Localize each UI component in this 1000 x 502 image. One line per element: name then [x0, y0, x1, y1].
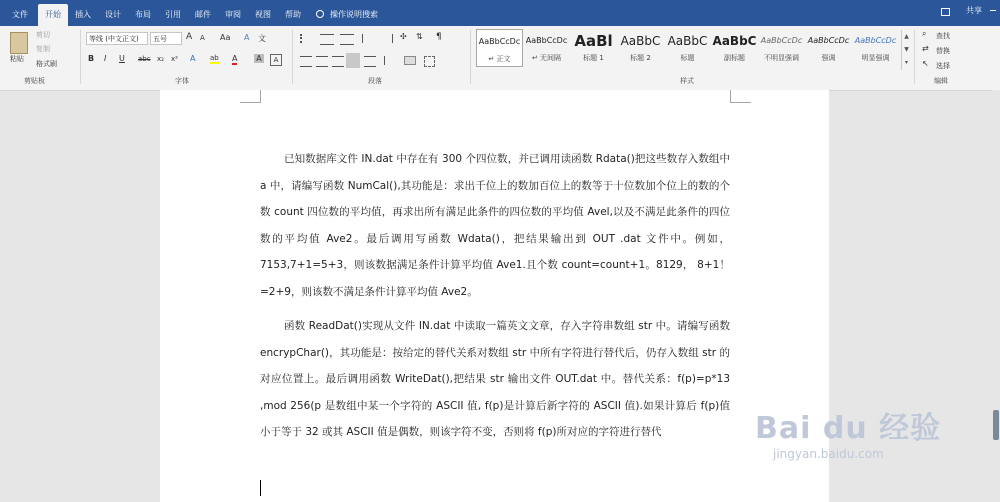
paste-button[interactable]: 粘贴 [10, 55, 24, 63]
style-normal[interactable]: AaBbCcDc ↵ 正文 [476, 29, 523, 67]
replace-icon: ⇄ [922, 44, 929, 53]
subscript-button[interactable]: x₂ [157, 55, 164, 63]
grow-font-button[interactable]: A [186, 32, 193, 42]
document-paragraph-2[interactable]: 函数 ReadDat()实现从文件 IN.dat 中读取一篇英文文章，存入字符串数组 str 中。请编写函数 encrypChar()，其功能是：按给定的替代关系对数组 str 中所有字符进行替代后，仍存入数组 str 的对应位置上。最后调用函数 WriteDat(),把结果 str 输出文件 OUT.dat 中。替代关系：f(p)=p*13 ,mod 256(p 是数组中某一个字符的 ASCII 值, f(p)是计算后新字符的 ASCII 值).如果计算后 f(p)值小于等于 32 或其 ASCII 值是偶数，则该字符不变，否则将 f(p)所对应的字符进行替代 [260, 320, 730, 438]
clear-format-button[interactable]: A [244, 33, 250, 42]
styles-scroll[interactable] [901, 30, 911, 70]
scrollbar-thumb[interactable] [993, 410, 999, 440]
style-title[interactable]: AaBbC 标题 [667, 34, 708, 62]
cut-button[interactable]: 剪切 [36, 31, 50, 39]
tab-layout[interactable]: 布局 [135, 10, 151, 19]
style-emphasis[interactable]: AaBbCcDc 强调 [807, 36, 850, 62]
shrink-font-button[interactable]: A [200, 34, 205, 42]
document-page[interactable] [160, 90, 829, 502]
group-divider [292, 30, 293, 84]
borders-icon[interactable] [424, 56, 435, 67]
tab-insert[interactable]: 插入 [75, 10, 91, 19]
underline-button[interactable]: U [119, 54, 125, 63]
search-icon: ⌕ [922, 29, 927, 38]
tab-references[interactable]: 引用 [165, 10, 181, 19]
format-painter-button[interactable]: 格式刷 [36, 60, 57, 68]
share-button[interactable]: 共享 [966, 6, 982, 15]
style-subtitle[interactable]: AaBbC 副标题 [712, 34, 757, 62]
tab-view[interactable]: 视图 [255, 10, 271, 19]
tell-me-search[interactable]: 操作说明搜索 [330, 10, 378, 19]
margin-mark-left [240, 90, 261, 103]
tab-mailings[interactable]: 邮件 [195, 10, 211, 19]
chinese-layout-icon[interactable]: ✣ [400, 32, 407, 41]
vertical-scrollbar[interactable] [992, 90, 1000, 502]
strikethrough-button[interactable]: abc [138, 55, 151, 63]
group-divider [80, 30, 81, 84]
editing-group-label: 编辑 [934, 77, 948, 85]
align-left-icon[interactable] [300, 56, 312, 67]
chevron-up-icon[interactable]: ▲ [904, 33, 909, 40]
bold-button[interactable]: B [88, 54, 95, 63]
font-group-label: 字体 [175, 77, 189, 85]
replace-button[interactable]: 替换 [936, 47, 950, 55]
watermark-brand: Bai du 经验 [755, 411, 942, 446]
superscript-button[interactable]: x² [171, 55, 178, 63]
select-icon: ↖ [922, 59, 929, 68]
ribbon-home [0, 26, 1000, 91]
numbering-icon[interactable] [320, 34, 334, 45]
wen-icon[interactable]: 文 [258, 34, 266, 43]
italic-button[interactable]: I [104, 54, 107, 63]
sort-icon[interactable]: ⇅ [416, 32, 423, 41]
font-name-select[interactable]: 等线 (中文正文) [86, 32, 148, 45]
margin-mark-right [730, 90, 751, 103]
watermark-url: jingyan.baidu.com [773, 447, 884, 461]
lightbulb-icon [316, 10, 324, 18]
multilevel-list-icon[interactable] [340, 34, 354, 45]
style-no-spacing[interactable]: AaBbCcDc ↵ 无间隔 [525, 36, 568, 62]
style-intense-emphasis[interactable]: AaBbCcDc 明显强调 [854, 36, 897, 62]
find-button[interactable]: 查找 [936, 32, 950, 40]
highlight-button[interactable]: ab [210, 54, 219, 62]
font-color-button[interactable]: A [232, 54, 238, 63]
chevron-down-icon[interactable]: ▼ [904, 46, 909, 53]
paragraph-group-label: 段落 [368, 77, 382, 85]
text-cursor [260, 480, 261, 496]
share-icon [941, 8, 950, 16]
font-size-select[interactable]: 五号 [150, 32, 182, 45]
copy-button[interactable]: 复制 [36, 45, 50, 53]
distributed-icon[interactable] [364, 56, 376, 67]
char-border-button[interactable]: A [270, 54, 282, 66]
tab-file[interactable]: 文件 [12, 10, 28, 19]
decrease-indent-icon[interactable] [362, 34, 375, 43]
line-spacing-icon[interactable] [384, 56, 397, 65]
ribbon-collapse-icon[interactable] [990, 10, 996, 11]
show-marks-icon[interactable]: ¶ [436, 32, 442, 42]
group-divider [914, 30, 915, 84]
tab-home[interactable]: 开始 [38, 4, 68, 26]
group-divider [470, 30, 471, 84]
clipboard-group-label: 剪贴板 [24, 77, 45, 85]
char-shading-button[interactable]: A [254, 54, 264, 63]
ribbon-tab-bar [0, 0, 1000, 26]
text-effects-button[interactable]: A [190, 54, 196, 63]
justify-button[interactable] [346, 53, 360, 68]
select-button[interactable]: 选择 [936, 62, 950, 70]
style-subtle-emphasis[interactable]: AaBbCcDc 不明显强调 [760, 36, 803, 62]
document-paragraph-1[interactable]: 已知数据库文件 IN.dat 中存在有 300 个四位数，并已调用读函数 Rdata()把这些数存入数组中 a 中，请编写函数 NumCal(),其功能是：求出千位上的数加百位上的数等于十位数加个位上的数的个数 count 四位数的平均值，再求出所有满足此条件的四位数的平均值 Avel,以及不满足此条件的四位数的平均值 Ave2。最后调用写函数 Wdata()，把结果输出到 OUT .dat 文件中。例如，7153,7+1=5+3，则该数据满足条件计算平均值 Ave1.且个数 count=count+1。8129， 8+1！=2+9，则该数不满足条件计算平均值 Ave2。 [260, 153, 730, 298]
watermark [755, 412, 941, 462]
paste-icon[interactable] [10, 32, 28, 54]
style-heading-1[interactable]: AaBl 标题 1 [574, 32, 613, 62]
shading-icon[interactable] [404, 56, 416, 65]
increase-indent-icon[interactable] [380, 34, 393, 43]
styles-group-label: 样式 [680, 77, 694, 85]
tab-help[interactable]: 帮助 [285, 10, 301, 19]
align-right-icon[interactable] [332, 56, 344, 67]
more-icon[interactable]: ▾ [904, 59, 908, 66]
bullets-icon[interactable] [300, 34, 316, 43]
align-center-icon[interactable] [316, 56, 328, 67]
tab-review[interactable]: 审阅 [225, 10, 241, 19]
style-heading-2[interactable]: AaBbC 标题 2 [620, 34, 661, 62]
change-case-button[interactable]: Aa [220, 33, 231, 42]
tab-design[interactable]: 设计 [105, 10, 121, 19]
